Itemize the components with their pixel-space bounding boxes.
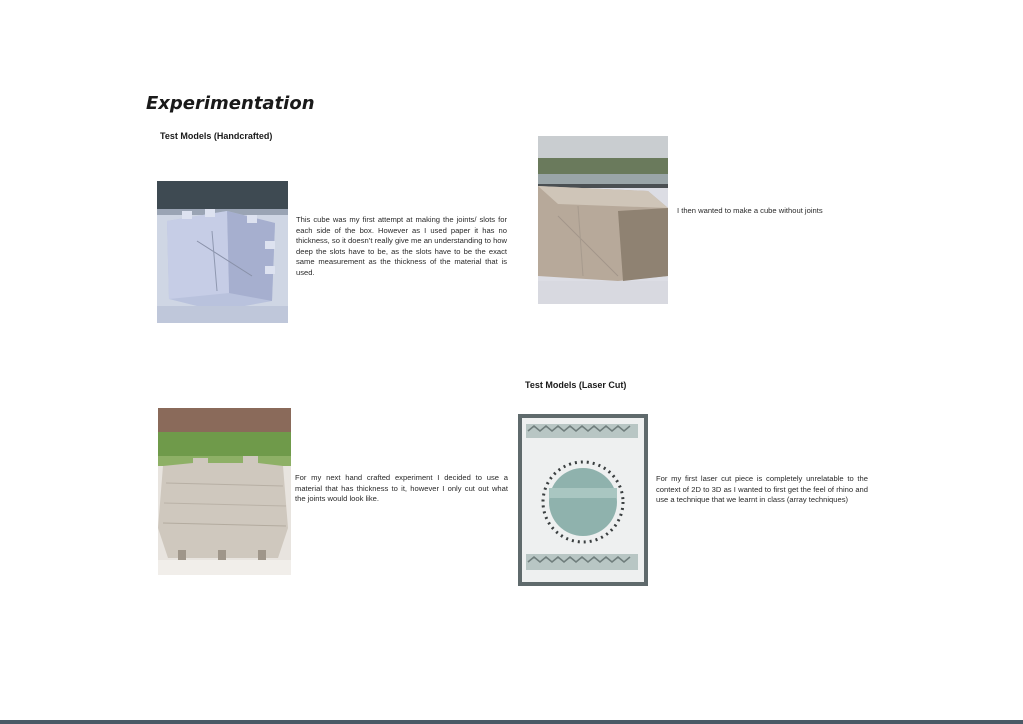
laser-cut-photo [518, 414, 648, 586]
jointless-cube-caption: I then wanted to make a cube without joints [677, 206, 823, 215]
thick-material-caption: For my next hand crafted experiment I decided to use a material that has thickness to it, however I only cut out what the joints would look like. [295, 473, 508, 504]
bottom-bar [0, 720, 1023, 724]
handcrafted-heading: Test Models (Handcrafted) [160, 131, 273, 141]
laser-cut-heading: Test Models (Laser Cut) [525, 380, 627, 390]
paper-cube-photo [157, 181, 288, 323]
jointless-cube-photo [538, 136, 668, 304]
thick-material-photo [158, 408, 291, 575]
paper-cube-caption: This cube was my first attempt at making the joints/ slots for each side of the box. However as I used paper it has no thickness, so it doesn’t really give me an understanding to how deep the slots have to be, as the slots have to be the exact same measurement as the thickness of the material that is used. [296, 215, 507, 277]
page-title: Experimentation [146, 93, 315, 114]
laser-cut-caption: For my first laser cut piece is completely unrelatable to the context of 2D to 3D as I wanted to first get the feel of rhino and use a technique that we learnt in class (array techniques) [656, 474, 868, 505]
